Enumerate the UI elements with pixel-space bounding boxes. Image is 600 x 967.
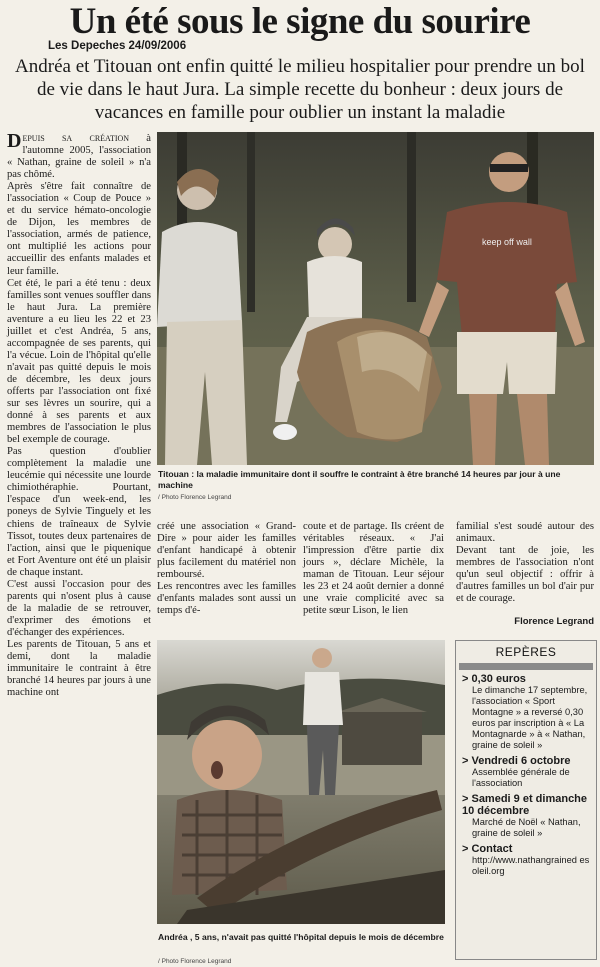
reperes-header — [456, 641, 596, 663]
reperes-item — [462, 755, 592, 789]
reperes-header-bar — [459, 663, 593, 670]
reperes-title: REPÈRES — [495, 645, 557, 659]
lede: Andréa et Titouan ont enfin quitté le milieu hospitalier pour prendre un bol de vie dans le haut Jura. La simple recette du bonheur : deux jours de vacances en famille pour oublier un instant la maladie — [15, 56, 585, 123]
photo1-credit: / Photo Florence Legrand — [158, 494, 232, 501]
paragraph: Devant tant de joie, les membres de l'association n'ont qu'un seul objectif : offrir à d'autres familles un bol d'air pur et de courage. — [456, 545, 594, 605]
photo-andrea — [157, 640, 445, 924]
column-3 — [303, 521, 444, 617]
reperes-item-heading: > Contact — [462, 843, 513, 855]
intro-text: à l'automne 2005, l'association « Nathan, graine de soleil » n'a pas chômé. — [7, 133, 151, 181]
reperes-box — [455, 640, 597, 960]
paragraph: Pas question d'oublier complètement la maladie une leucémie qui nécessite une lourde chimiothéraphie. Pourtant, l'espace d'un week-end, les poneys de Sylvie Tinguely et les chiens de traîneaux de Sylvie Tissot, toutes deux partenaires de l'action, ainsi que le piquenique et Fort Aventure ont été un plaisir de chaque instant. — [7, 446, 151, 578]
photo-andrea-image — [157, 640, 445, 924]
reperes-item — [462, 793, 592, 839]
photo1-caption: Titouan : la maladie immunitaire dont il souffre le contraint à être branché 14 heures par jour à une machine — [158, 469, 561, 490]
column-2 — [157, 521, 296, 617]
paragraph: Les rencontres avec les familles d'enfants malades sont aussi un temps d'é- — [157, 581, 296, 617]
photo2-caption: Andréa , 5 ans, n'avait pas quitté l'hôpital depuis le mois de décembre — [158, 932, 444, 942]
reperes-item — [462, 673, 592, 751]
reperes-item-body: Assemblée générale de l'association — [472, 767, 570, 788]
reperes-item-heading: > 0,30 euros — [462, 673, 526, 685]
intro-smallcaps: epuis sa création — [22, 132, 130, 144]
paragraph: familial s'est soudé autour des animaux. — [456, 521, 594, 545]
column-4 — [456, 521, 594, 605]
source-date: Les Depeches 24/09/2006 — [48, 40, 187, 52]
tshirt-text: keep off wall — [482, 237, 532, 247]
paragraph: C'est aussi l'occasion pour des parents qui n'osent plus à cause de la maladie de se retrouver, d'exprimer des émotions et d'échanger des expériences. — [7, 578, 151, 638]
reperes-item-heading: > Samedi 9 et dimanche 10 décembre — [462, 793, 588, 817]
contact-url: http://www.nathangrained esoleil.org — [472, 855, 590, 876]
reperes-item-heading: > Vendredi 6 octobre — [462, 755, 571, 767]
paragraph: créé une association « Grand-Dire » pour aider les familles d'enfant handicapé à obtenir plus facilement du matériel non remboursé. — [157, 521, 296, 581]
drop-cap: D — [7, 130, 22, 152]
author-signature: Florence Legrand — [514, 616, 594, 627]
reperes-list — [456, 670, 596, 877]
headline: Un été sous le signe du sourire — [69, 1, 531, 42]
photo-pony-ride-image — [157, 132, 594, 465]
paragraph-intro — [7, 132, 151, 181]
photo2-credit: / Photo Florence Legrand — [158, 958, 232, 965]
paragraph: Les parents de Titouan, 5 ans et demi, dont la maladie immunitaire le contraint à être branché 14 heures par jours à une machine ont — [7, 638, 151, 699]
reperes-item-body: Le dimanche 17 septembre, l'association « Sport Montagne » a reversé 0,30 euros par inscription à « La Montagnarde » à « Nathan, graine de soleil » — [472, 685, 588, 750]
column-1 — [7, 132, 151, 699]
reperes-item — [462, 843, 592, 877]
paragraph: Après s'être fait connaître de l'association « Coup de Pouce » et du service hémato-oncologie de Dijon, les membres de l'association, armés de patience, ont multiplié les actions pour accueillir des enfants malades et leur famille. — [7, 181, 151, 277]
paragraph: Cet été, le pari a été tenu : deux familles sont venues souffler dans le haut Jura. La première aventure a eu lieu les 22 et 23 juillet et c'est Andréa, 5 ans, accompagnée de ses parents, qui l'a vécue. Loin de l'hôpital qu'elle n'avait pas quitté depuis le mois de décembre, les deux jours offerts par l'association ont fixé sur ses lèvres un sourire, qui a donné à ses parents et aux membres de l'association le plus bel exemple de courage. — [7, 277, 151, 446]
reperes-item-body: Marché de Noël « Nathan, graine de soleil » — [472, 817, 581, 838]
paragraph: coute et de partage. Ils créent de véritables réseaux. « J'ai l'impression d'être partie dix jours », déclare Michèle, la maman de Titouan. Leur séjour les 23 et 24 août dernier a donné une vraie complicité avec sa petite sœur Lison, le lien — [303, 521, 444, 617]
photo-pony-ride — [157, 132, 594, 465]
